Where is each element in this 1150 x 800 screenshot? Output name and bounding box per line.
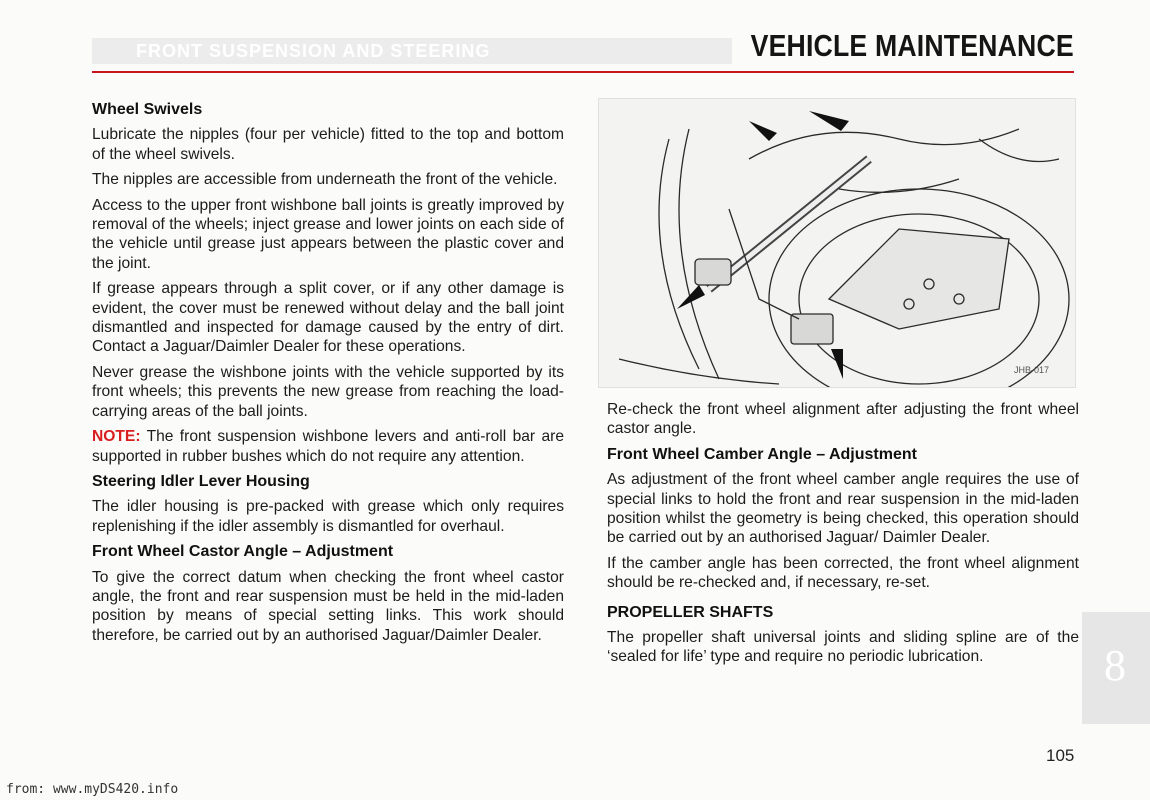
wheel-swivels-paragraph-5: Never grease the wishbone joints with the vehicle supported by its front wheels; this prevents the new grease from reaching the load-carrying areas of the ball joints.	[92, 363, 564, 420]
section-tab-number: 8	[1104, 641, 1126, 690]
camber-paragraph-2: If the camber angle has been corrected, the front wheel alignment should be re-checked and, if necessary, re-set.	[607, 554, 1079, 592]
section-header-band	[92, 38, 732, 64]
figure-code: JHB-017	[1013, 365, 1049, 375]
idler-heading: Steering Idler Lever Housing	[92, 472, 310, 490]
suspension-illustration	[598, 98, 1076, 388]
right-column	[607, 400, 1079, 673]
note-text: The front suspension wishbone levers and anti-roll bar are supported in rubber bushes which do not require any attention.	[92, 428, 564, 465]
idler-paragraph: The idler housing is pre-packed with grease which only requires replenishing if the idler assembly is dismantled for overhaul.	[92, 498, 564, 535]
arrow-icon	[749, 121, 777, 141]
header-divider	[92, 71, 1074, 73]
arrow-icon	[809, 111, 849, 131]
section-tab	[1082, 612, 1150, 724]
note-paragraph	[92, 427, 564, 466]
castor-paragraph: To give the correct datum when checking the front wheel castor angle, the front and rear suspension must be held in the mid-laden position by means of special setting links. This work should therefore, be carried out by an authorised Jaguar/Daimler Dealer.	[92, 568, 564, 644]
suspension-drawing	[599, 99, 1075, 387]
wheel-swivels-paragraph-2: The nipples are accessible from underneath the front of the vehicle.	[92, 171, 558, 189]
left-column	[92, 100, 564, 651]
camber-paragraph-1: As adjustment of the front wheel camber angle requires the use of special links to hold the front and rear suspension in the mid-laden position whilst the geometry is being checked, this operation should be carried out by an authorised Jaguar/ Daimler Dealer.	[607, 471, 1079, 547]
wheel-swivels-paragraph-3: Access to the upper front wishbone ball joints is greatly improved by removal of the wheels; inject grease and lower joints on each side of the vehicle until grease just appears between the plastic cover and the joint.	[92, 196, 564, 272]
propeller-paragraph: The propeller shaft universal joints and sliding spline are of the ‘sealed for life’ type and require no periodic lubrication.	[607, 629, 1079, 666]
arrow-icon	[677, 285, 705, 309]
recheck-paragraph: Re-check the front wheel alignment after adjusting the front wheel castor angle.	[607, 401, 1079, 438]
page-title: VEHICLE MAINTENANCE	[750, 28, 1074, 63]
castor-heading: Front Wheel Castor Angle – Adjustment	[92, 543, 394, 561]
arrow-icon	[831, 349, 843, 379]
section-header-text: FRONT SUSPENSION AND STEERING	[136, 41, 491, 61]
wheel-swivels-paragraph-1: Lubricate the nipples (four per vehicle) fitted to the top and bottom of the wheel swivels.	[92, 126, 564, 163]
watermark-text: from: www.myDS420.info	[6, 782, 179, 797]
camber-heading: Front Wheel Camber Angle – Adjustment	[607, 445, 917, 463]
propeller-heading: PROPELLER SHAFTS	[607, 603, 774, 621]
note-label: NOTE:	[92, 428, 141, 446]
wheel-swivels-paragraph-4: If grease appears through a split cover, or if any other damage is evident, the cover must be renewed without delay and the ball joint dismantled and inspected for damage caused by the entry of dirt. Contact a Jaguar/Daimler Dealer for these operations.	[92, 280, 564, 356]
wheel-swivels-heading: Wheel Swivels	[92, 101, 203, 118]
page-number: 105	[1046, 746, 1075, 765]
